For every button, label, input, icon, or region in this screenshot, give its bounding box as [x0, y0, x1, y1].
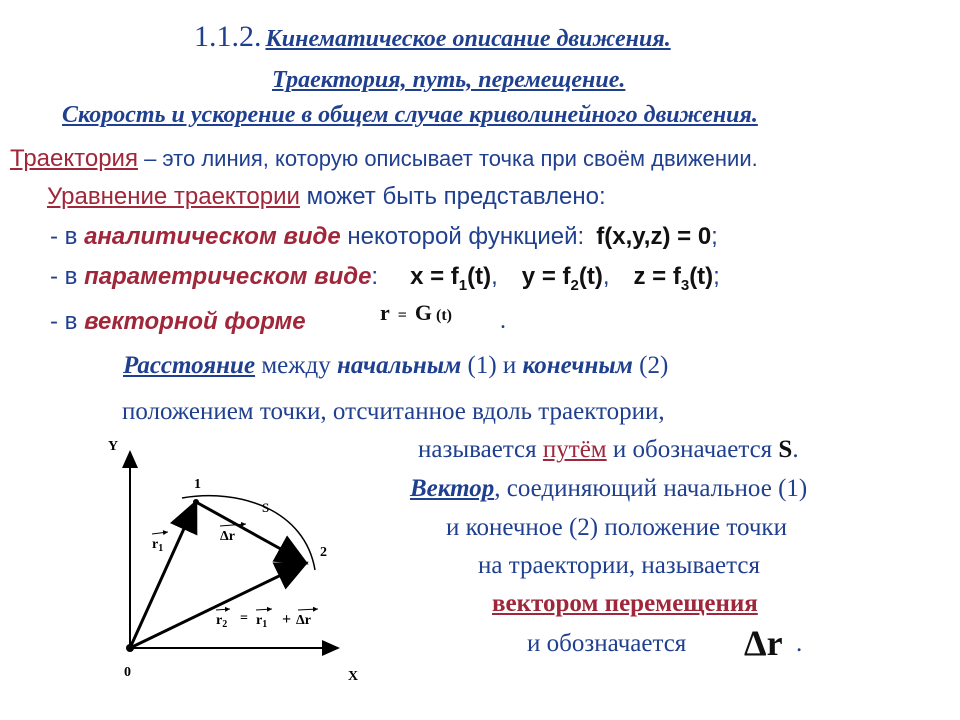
r2-vector: [130, 563, 306, 648]
eq-plus: +: [282, 611, 292, 628]
analytic-form: [50, 223, 718, 251]
delta-r-vector: [196, 502, 306, 563]
z-eq-t: (t): [689, 263, 714, 290]
equation-intro: [47, 183, 606, 211]
param-prefix: - в: [50, 263, 85, 290]
eq-r1-sub: 1: [262, 619, 268, 630]
x-eq-t: (t): [467, 263, 492, 290]
distance-line-1: [123, 352, 668, 380]
axis-x-label: X: [348, 669, 359, 684]
distance-line-3: [418, 436, 799, 464]
trajectory-definition-text: – это линия, которую описывает точка при своём движении.: [137, 146, 758, 171]
displacement-term: вектором перемещения: [492, 590, 758, 617]
analytic-prefix: - в: [50, 223, 85, 250]
path-called: называется: [418, 436, 543, 463]
y-eq-sub: 2: [570, 276, 579, 294]
r1-label-arrow: [152, 532, 168, 534]
vector-line-1: [410, 475, 807, 503]
origin-label: 0: [124, 665, 131, 680]
x-eq-sub: 1: [458, 276, 468, 294]
parametric-form: [50, 263, 720, 294]
analytic-rest: некоторой функцией:: [340, 223, 585, 250]
title-line-2: Траектория, путь, перемещение.: [272, 67, 626, 93]
comma-1: ,: [491, 263, 498, 290]
vector-line-4: [492, 590, 758, 618]
point-2-label: 2: [320, 545, 327, 560]
vector-formula-t: (t): [436, 307, 452, 324]
eq-r2-arrow: [216, 609, 230, 610]
initial-term: начальным: [336, 352, 462, 379]
delta-r-dot: .: [796, 630, 803, 657]
equation-term: Уравнение траектории: [47, 183, 300, 210]
slide-title: [194, 20, 671, 54]
vector-formula-G: G: [414, 300, 433, 325]
x-equation: [410, 263, 492, 294]
r1-vector: [130, 502, 196, 648]
eq-dr: Δr: [296, 613, 311, 628]
origin-point: [126, 644, 134, 652]
param-term: параметрическом виде: [84, 263, 372, 290]
r1-label-r: r: [152, 537, 159, 552]
eq-r2-r: r: [216, 613, 223, 628]
vector-formula: [380, 300, 452, 326]
distance-line-2: положением точки, отсчитанное вдоль траектории,: [122, 398, 665, 425]
analytic-formula: f(x,y,z) = 0: [596, 223, 712, 250]
section-number: 1.1.2.: [194, 20, 262, 53]
distance-one: (1) и: [461, 352, 523, 379]
distance-between: между: [255, 352, 337, 379]
eq-r1-r: r: [256, 613, 263, 628]
comma-2: ,: [602, 263, 610, 290]
vector-form-period: .: [500, 308, 506, 334]
analytic-semicolon: ;: [711, 223, 718, 250]
y-eq-t: (t): [578, 263, 603, 290]
eq-r2-sub: 2: [222, 619, 228, 630]
trajectory-definition: [10, 145, 758, 173]
point-1-dot: [193, 499, 199, 505]
z-eq-text: z = f: [633, 263, 681, 290]
vector-prefix: - в: [50, 308, 85, 335]
delta-r-symbol: [744, 622, 783, 664]
eq-r2: [216, 613, 227, 630]
r1-label: [152, 537, 163, 554]
path-denoted: и обозначается: [606, 436, 779, 463]
z-eq-sub: 3: [680, 276, 690, 294]
final-term: конечным: [522, 352, 633, 379]
distance-term: Расстояние: [123, 352, 256, 379]
eq-r1: [256, 613, 267, 630]
vector-form: [50, 308, 306, 336]
vector-line-5: [527, 630, 686, 658]
eq-r1-arrow: [256, 609, 272, 610]
path-s-label: S: [262, 500, 270, 515]
vector-formula-eq: =: [397, 307, 407, 324]
eq-sign: =: [240, 611, 248, 626]
x-eq-text: x = f: [410, 263, 459, 290]
analytic-term: аналитическом виде: [84, 223, 341, 250]
trajectory-diagram: [90, 430, 390, 700]
dr-label-arrow: [220, 524, 246, 526]
vector-term: векторной форме: [84, 308, 306, 335]
path-term: путём: [542, 436, 607, 463]
point-1-label: 1: [194, 477, 201, 492]
y-eq-text: y = f: [521, 263, 571, 290]
vector-line-3: на траектории, называется: [478, 552, 760, 579]
eq-dr-arrow: [298, 609, 318, 610]
trajectory-term: Траектория: [10, 145, 138, 172]
vector-term-word: Вектор: [410, 475, 495, 502]
vector-denoted: и обозначается: [527, 630, 687, 657]
title-line-3: Скорость и ускорение в общем случае криволинейного движения.: [62, 102, 758, 128]
vector-line-1-rest: , соединяющий начальное (1): [494, 475, 808, 502]
z-equation: [633, 263, 714, 294]
equation-intro-text: может быть представлено:: [299, 183, 606, 210]
param-semicolon: ;: [713, 263, 720, 290]
vector-line-2: и конечное (2) положение точки: [446, 514, 787, 541]
dr-label: Δr: [220, 529, 235, 544]
param-colon: :: [371, 263, 379, 290]
r1-label-sub: 1: [158, 543, 164, 554]
y-equation: [521, 263, 603, 294]
axis-y-label: Y: [108, 439, 119, 454]
title-line-1: Кинематическое описание движения.: [265, 26, 671, 52]
path-symbol: S: [778, 436, 793, 463]
path-dot: .: [792, 436, 799, 463]
distance-two: (2): [632, 352, 669, 379]
vector-formula-r: r: [380, 300, 390, 325]
delta-r-text: Δr: [744, 623, 783, 663]
